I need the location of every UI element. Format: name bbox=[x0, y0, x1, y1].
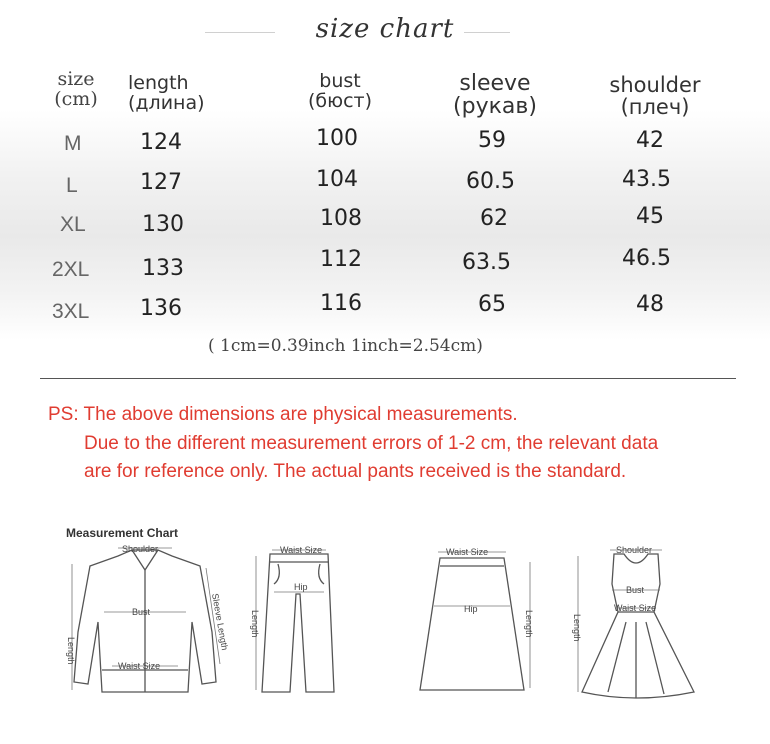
cell-sleeve: 60.5 bbox=[466, 169, 515, 194]
shirt-diagram bbox=[60, 542, 230, 702]
dress-waist-label: Waist Size bbox=[614, 603, 657, 613]
note-line-1: PS: The above dimensions are physical measurements. bbox=[48, 404, 518, 425]
cell-sleeve: 65 bbox=[478, 292, 506, 317]
cell-sleeve: 63.5 bbox=[462, 250, 511, 275]
dress-diagram bbox=[568, 542, 718, 707]
cell-size: XL bbox=[60, 213, 86, 236]
cell-shoulder: 46.5 bbox=[622, 246, 671, 271]
section-divider bbox=[40, 378, 736, 379]
cell-shoulder: 45 bbox=[636, 204, 664, 229]
dress-length-label: Length bbox=[572, 614, 582, 642]
unit-conversion-note: ( 1cm=0.39inch 1inch=2.54cm) bbox=[208, 336, 483, 356]
note-line-3: are for reference only. The actual pants received is the standard. bbox=[84, 461, 627, 482]
shirt-sleeve-label: Sleeve Length bbox=[210, 592, 230, 652]
cell-size: L bbox=[66, 174, 78, 197]
header-bust-unit: (бюст) bbox=[307, 89, 373, 112]
pants-waist-label: Waist Size bbox=[280, 545, 323, 555]
shirt-bust-label: Bust bbox=[132, 607, 151, 617]
cell-size: 3XL bbox=[52, 300, 90, 323]
shirt-length-label: Length bbox=[66, 637, 76, 665]
header-sleeve-label: sleeve bbox=[459, 71, 531, 96]
header-shoulder-label: shoulder bbox=[609, 73, 701, 97]
cell-length: 127 bbox=[140, 170, 182, 195]
cell-sleeve: 59 bbox=[478, 128, 506, 153]
cell-shoulder: 42 bbox=[636, 128, 664, 153]
header-sleeve bbox=[440, 72, 550, 118]
header-size-unit: (cm) bbox=[54, 87, 98, 110]
header-shoulder-unit: (плеч) bbox=[620, 95, 690, 120]
cell-length: 124 bbox=[140, 130, 182, 155]
header-shoulder bbox=[595, 74, 715, 118]
cell-bust: 108 bbox=[320, 206, 362, 231]
cell-shoulder: 48 bbox=[636, 292, 664, 317]
cell-sleeve: 62 bbox=[480, 206, 508, 231]
header-length-unit: (длина) bbox=[128, 91, 205, 114]
shirt-waist-label: Waist Size bbox=[118, 661, 161, 671]
cell-length: 130 bbox=[142, 212, 184, 237]
cell-length: 133 bbox=[142, 256, 184, 281]
skirt-length-label: Length bbox=[524, 610, 534, 638]
cell-shoulder: 43.5 bbox=[622, 167, 671, 192]
cell-length: 136 bbox=[140, 296, 182, 321]
header-bust bbox=[300, 72, 380, 112]
cell-bust: 112 bbox=[320, 247, 362, 272]
header-length-label: length bbox=[128, 72, 189, 94]
dress-bust-label: Bust bbox=[626, 585, 645, 595]
skirt-diagram bbox=[398, 542, 548, 702]
dress-shoulder-label: Shoulder bbox=[616, 545, 653, 555]
header-length bbox=[128, 74, 208, 114]
cell-size: 2XL bbox=[52, 258, 90, 281]
cell-bust: 116 bbox=[320, 291, 362, 316]
cell-bust: 100 bbox=[316, 126, 358, 151]
shirt-shoulder-label: Shoulder bbox=[122, 544, 159, 554]
skirt-waist-label: Waist Size bbox=[446, 547, 489, 557]
header-sleeve-unit: (рукав) bbox=[453, 94, 537, 120]
pants-hip-label: Hip bbox=[294, 582, 308, 592]
header-bust-label: bust bbox=[319, 70, 361, 92]
cell-bust: 104 bbox=[316, 167, 358, 192]
measurement-chart-title: Measurement Chart bbox=[66, 526, 179, 540]
note-line-2: Due to the different measurement errors of 1-2 cm, the relevant data bbox=[84, 433, 659, 454]
pants-diagram bbox=[248, 542, 348, 702]
header-size bbox=[46, 70, 106, 110]
header-size-label: size bbox=[57, 68, 95, 90]
page-title: size chart bbox=[0, 14, 770, 44]
skirt-hip-label: Hip bbox=[464, 604, 478, 614]
pants-length-label: Length bbox=[250, 610, 260, 638]
cell-size: M bbox=[64, 132, 82, 155]
